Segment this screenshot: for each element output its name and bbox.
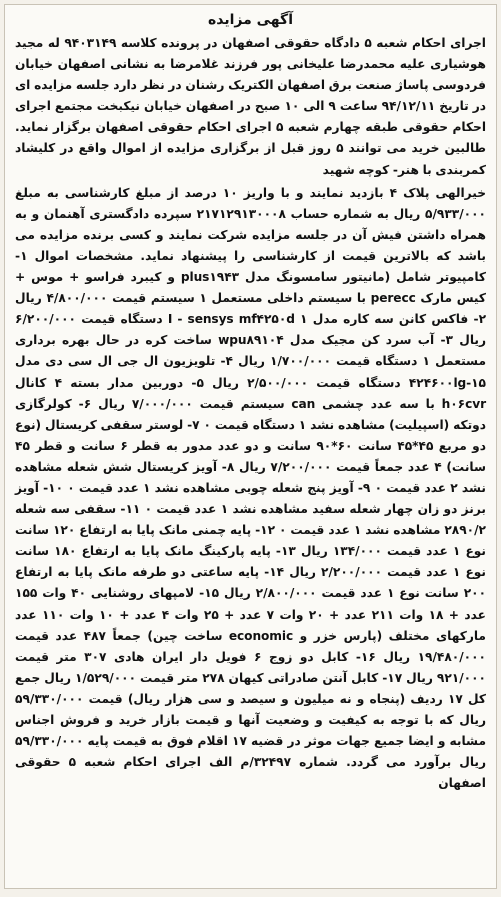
notice-body-paragraph: خیرالهی پلاک ۴ بازدید نمایند و با واریز ۱۰ درصد از مبلغ کارشناسی به مبلغ ۵/۹۳۳/۰۰۰ ریال به شماره حساب ۲۱۷۱۲۹۱۳۰۰۰۸ سپرده دادگستری آهنمان و به همراه داشتن فیش آن در جلسه مزایده شرکت نمایند و کسی برنده مزایده می باشد که بالاترین قیمت از کارشناسی را پیشنهاد نماید. مشخصات اموال ۱- کامپیوتر شامل (مانیتور سامسونگ مدل plus۱۹۴۳ و کیبرد فراسو + موس + کیس مارک perecc با سیستم داخلی مستعمل ۱ سیستم قیمت ۴/۸۰۰/۰۰۰ ریال ۲- فاکس کانن سه کاره مدل I - sensys mf۴۲۵۰d ۱ دستگاه قیمت ۶/۲۰۰/۰۰۰ ریال ۳- آب سرد کن مجیک مدل wpu۸۹۱۰۴ ساخت کره در حال بهره برداری مستعمل ۱ دستگاه قیمت ۱/۷۰۰/۰۰۰ ریال ۴- تلویزیون ال جی ال سی دی مدل ۴۲۴۶۰۰lg-۱۵ دستگاه قیمت ۲/۵۰۰/۰۰۰ ریال ۵- دوربین مدار بسته ۴ کانال h۰۶cvr با سه عدد چشمی can سیستم قیمت ۷/۰۰۰/۰۰۰ ریال ۶- کولرگازی دوتکه (اسپیلیت) مشاهده نشد ۱ دستگاه قیمت ۰ ۷- لوستر سقفی کریستال (نوع دو مربع ۴۵*۴۵ سانت ۶۰*۹۰ سانت و دو عدد مدور به قطر ۶ سانت و قطر ۴۵ سانت) ۴ عدد جمعاً قیمت ۷/۲۰۰/۰۰۰ ریال ۸- آویز کریستال شش شعله مشاهده نشد ۲ عدد قیمت ۰ ۹- آویز پنج شعله چوبی مشاهده نشد ۱ عدد قیمت ۰ ۱۰- آویز برنز دو زان چهار شعله سفید مشاهده نشد ۱ عدد قیمت ۰ ۱۱- سقفی سه شعله ۲۸۹۰/۲ مشاهده نشد ۱ عدد قیمت ۰ ۱۲- پایه چمنی مانک پایا به ارتفاع ۱۲۰ سانت نوع ۱ عدد قیمت ۱۳۴/۰۰۰ ریال ۱۳- پایه پارکینگ مانک پایا به ارتفاع ۱۸۰ سانت نوع ۱ عدد قیمت ۲/۲۰۰/۰۰۰ ریال ۱۴- پایه ساعتی دو طرفه مانک پایا به ارتفاع ۲۰۰ سانت نوع ۱ عدد قیمت ۲/۸۰۰/۰۰۰ ریال ۱۵- لامپهای روشنایی ۴۰ وات ۱۵۵ عدد + ۱۸ وات ۲۱۱ عدد + ۲۰ وات ۷ عدد + ۲۵ وات ۴ عدد + ۱۰ وات ۱۱۰ عدد مارکهای مختلف (پارس خزر و economic ساخت چین) جمعاً ۴۸۷ عدد قیمت ۱۹/۴۸۰/۰۰۰ ریال ۱۶- کابل دو زوج ۶ فویل دار ایران هادی ۳۰۷ متر قیمت ۹۲۱/۰۰۰ ریال ۱۷- کابل آنتن صادراتی کیهان ۲۷۸ متر قیمت ۱/۵۲۹/۰۰۰ ریال جمع کل ۱۷ ردیف (پنجاه و نه میلیون و سیصد و سی هزار ریال) قیمت ۵۹/۳۳۰/۰۰۰ ریال که با توجه به کیفیت و وضعیت آنها و قیمت بازار خرید و فروش اجناس مشابه و ایضا جمیع جهات موثر در قضیه ۱۷ اقلام فوق به قیمت پایه ۵۹/۳۳۰/۰۰۰ ریال برآورد می گردد. شماره ۳۲۴۹۷/م الف اجرای احکام شعبه ۵ حقوقی اصفهان: [15, 185, 487, 791]
notice-title: آگهی مزایده: [207, 12, 293, 28]
notice-clipping: [4, 4, 497, 889]
notice-intro-paragraph: اجرای احکام شعبه ۵ دادگاه حقوقی اصفهان در پرونده کلاسه ۹۴۰۳۱۴۹ له مجید هوشیاری علیه محمدرضا علیخانی پور فرزند غلامرضا به نشانی اصفهان خیابان فردوسی پاساژ صنعت برق اصفهان الکتریک رشنان در نظر دارد جلسه مزایده ای در تاریخ ۹۴/۱۲/۱۱ ساعت ۹ الی ۱۰ صبح در اصفهان خیابان نیکبخت مجتمع اجرای احکام حقوقی طبقه چهارم شعبه ۵ اجرای احکام حقوقی اصفهان برگزار نماید. طالبین خرید می توانند ۵ روز قبل از برگزاری مزایده از اموال واقع در کلیشاد کمربندی با هنر- کوچه شهید: [15, 36, 487, 177]
